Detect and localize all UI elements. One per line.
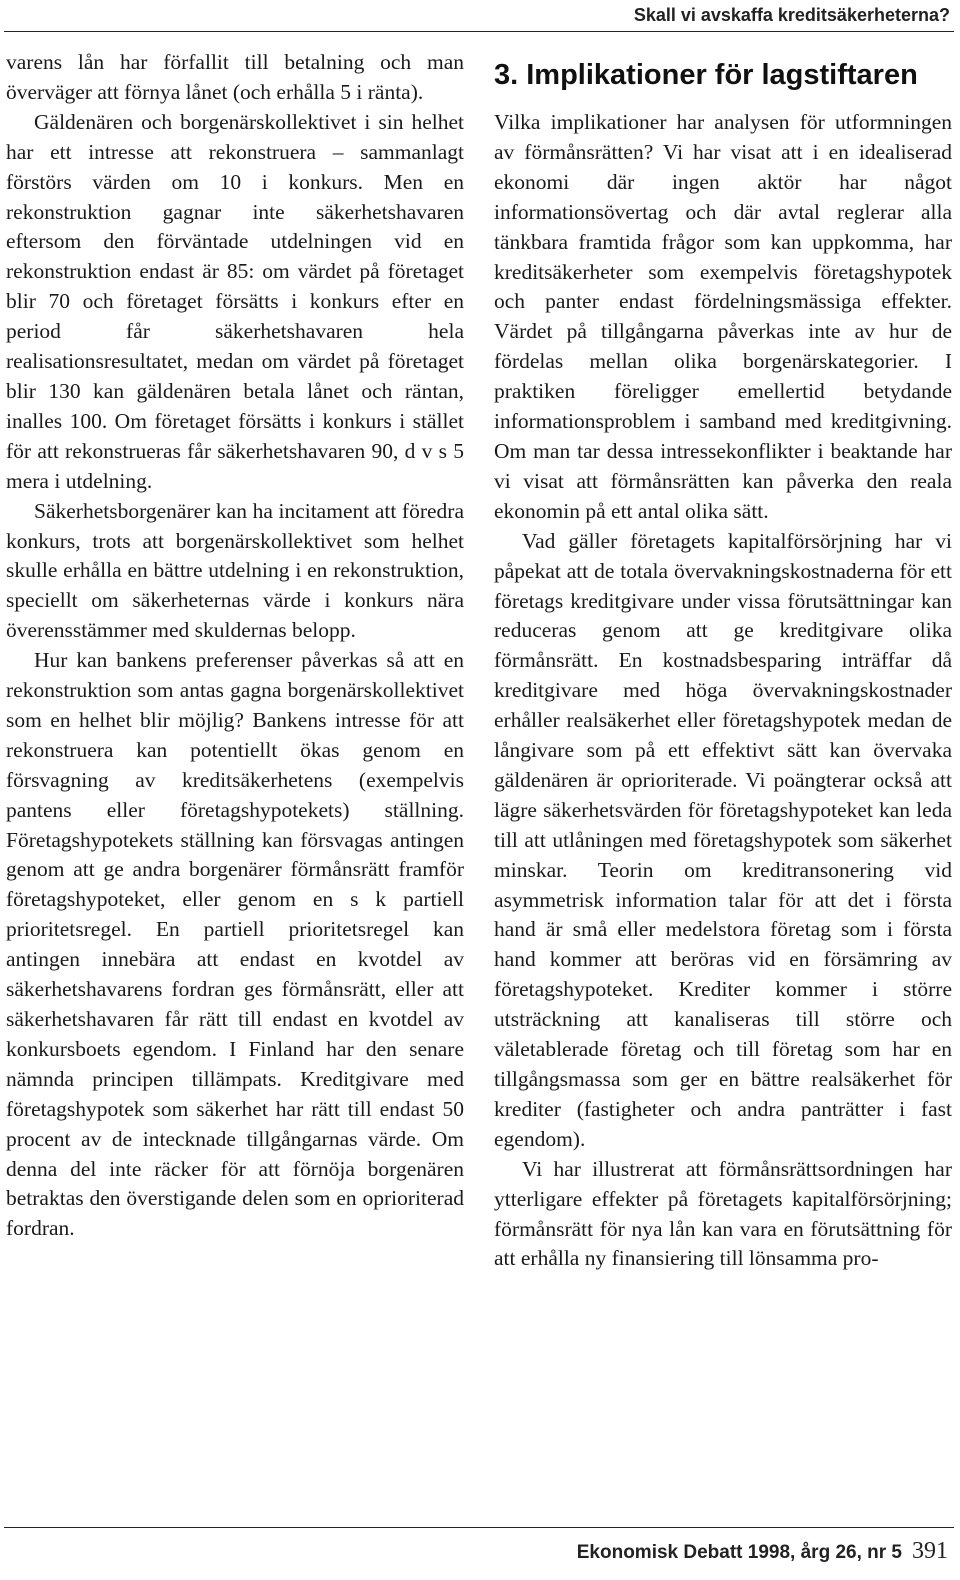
- page-number: 391: [912, 1538, 948, 1564]
- footer-rule: [4, 1527, 954, 1528]
- right-paragraph-3: Vi har illustrerat att förmånsrättsordningen har ytterligare effekter på företagets kapitalförsörjning; förmånsrätt för nya lån kan vara en förutsättning för att erhålla ny finansiering till lönsamma pro-: [494, 1156, 952, 1271]
- left-column: [6, 48, 464, 1244]
- journal-citation: Ekonomisk Debatt 1998, årg 26, nr 5: [576, 1542, 902, 1563]
- left-paragraph-2: Gäldenären och borgenärskollektivet i sin helhet har ett intresse att rekonstruera – sammanlagt förstörs värden om 10 i konkurs. Men en rekonstruktion gagnar inte säkerhetshavaren eftersom den förväntade utdelningen vid en rekonstruktion endast är 85: om värdet på företaget blir 70 och företaget försätts i konkurs efter en period får säkerhetshavaren hela realisationsresultatet, medan om värdet på företaget blir 130 kan gäldenären betala lånet och räntan, inalles 100. Om företaget försätts i konkurs i stället för att rekonstrueras får säkerhetshavaren 90, d v s 5 mera i utdelning.: [6, 109, 464, 493]
- right-column: [494, 56, 952, 1274]
- left-paragraph-1: varens lån har förfallit till betalning och man överväger att förnya lånet (och erhålla 5 i ränta).: [6, 50, 464, 104]
- page-footer: [577, 1538, 948, 1565]
- left-paragraph-3: Säkerhetsborgenärer kan ha incitament att föredra konkurs, trots att borgenärskollektivet som helhet skulle erhålla en bättre utdelning i en rekonstruktion, speciellt om säkerheternas värde i konkurs nära överensstämmer med skuldernas belopp.: [6, 498, 464, 643]
- running-header-title: Skall vi avskaffa kreditsäkerheterna?: [633, 5, 950, 25]
- header-rule: [4, 31, 954, 32]
- section-heading: 3. Implikationer för lagstiftaren: [494, 59, 918, 91]
- left-paragraph-4: Hur kan bankens preferenser påverkas så att en rekonstruktion som antas gagna borgenärskollektivet som en helhet blir möjlig? Bankens intresse för att rekonstruera kan potentiellt ökas genom en försvagning av kreditsäkerhetens (exempelvis pantens eller företagshypotekets) ställning. Företagshypotekets ställning kan försvagas antingen genom att ge andra borgenärer förmånsrätt framför företagshypoteket, eller genom en s k partiell prioritetsregel. En partiell prioritetsregel kan antingen innebära att endast en kvotdel av säkerhetshavarens fordran ges förmånsrätt, eller att säkerhetshavaren får rätt till endast en kvotdel av konkursboets egendom. I Finland har den senare nämnda principen tillämpats. Kreditgivare med företagshypotek som säkerhet har rätt till endast 50 procent av de intecknade tillgångarnas värde. Om denna del inte räcker för att förnöja borgenären betraktas den överstigande delen som en oprioriterad fordran.: [6, 648, 464, 1241]
- right-paragraph-1: Vilka implikationer har analysen för utformningen av förmånsrätten? Vi har visat att i en idealiserad ekonomi där ingen aktör har något informationsövertag och där avtal reglerar alla tänkbara framtida frågor som kan uppkomma, har kreditsäkerheter som exempelvis företagshypotek och panter endast fördelningsmässiga effekter. Värdet på tillgångarna påverkas inte av hur de fördelas mellan olika borgenärskategorier. I praktiken föreligger emellertid betydande informationsproblem i samband med kreditgivning. Om man tar dessa intressekonflikter i beaktande har vi visat att förmånsrätten kan påverka den reala ekonomin på ett antal olika sätt.: [494, 110, 952, 523]
- right-paragraph-2: Vad gäller företagets kapitalförsörjning har vi påpekat att de totala övervakningskostnaderna för ett företags kreditgivare under vissa förutsättningar kan reduceras genom att ge kreditgivare olika förmånsrätt. En kostnadsbesparing inträffar då kreditgivare med höga övervakningskostnader erhåller realsäkerhet eller företagshypotek medan de långivare som på ett effektivt sätt kan övervaka gäldenären är oprioriterade. Vi poängterar också att lägre säkerhetsvärden för företagshypoteket kan leda till att utlåningen med företagshypotek som säkerhet minskar. Teorin om kreditransonering vid asymmetrisk information talar för att det i första hand är små eller medelstora företag som i första hand kommer att beröras vid en försämring av företagshypoteket. Krediter kommer i större utsträckning att kanaliseras till större och väletablerade företag och till företag som har en tillgångsmassa som ger en bättre realsäkerhet för krediter (fastigheter och andra panträtter i fast egendom).: [494, 528, 952, 1151]
